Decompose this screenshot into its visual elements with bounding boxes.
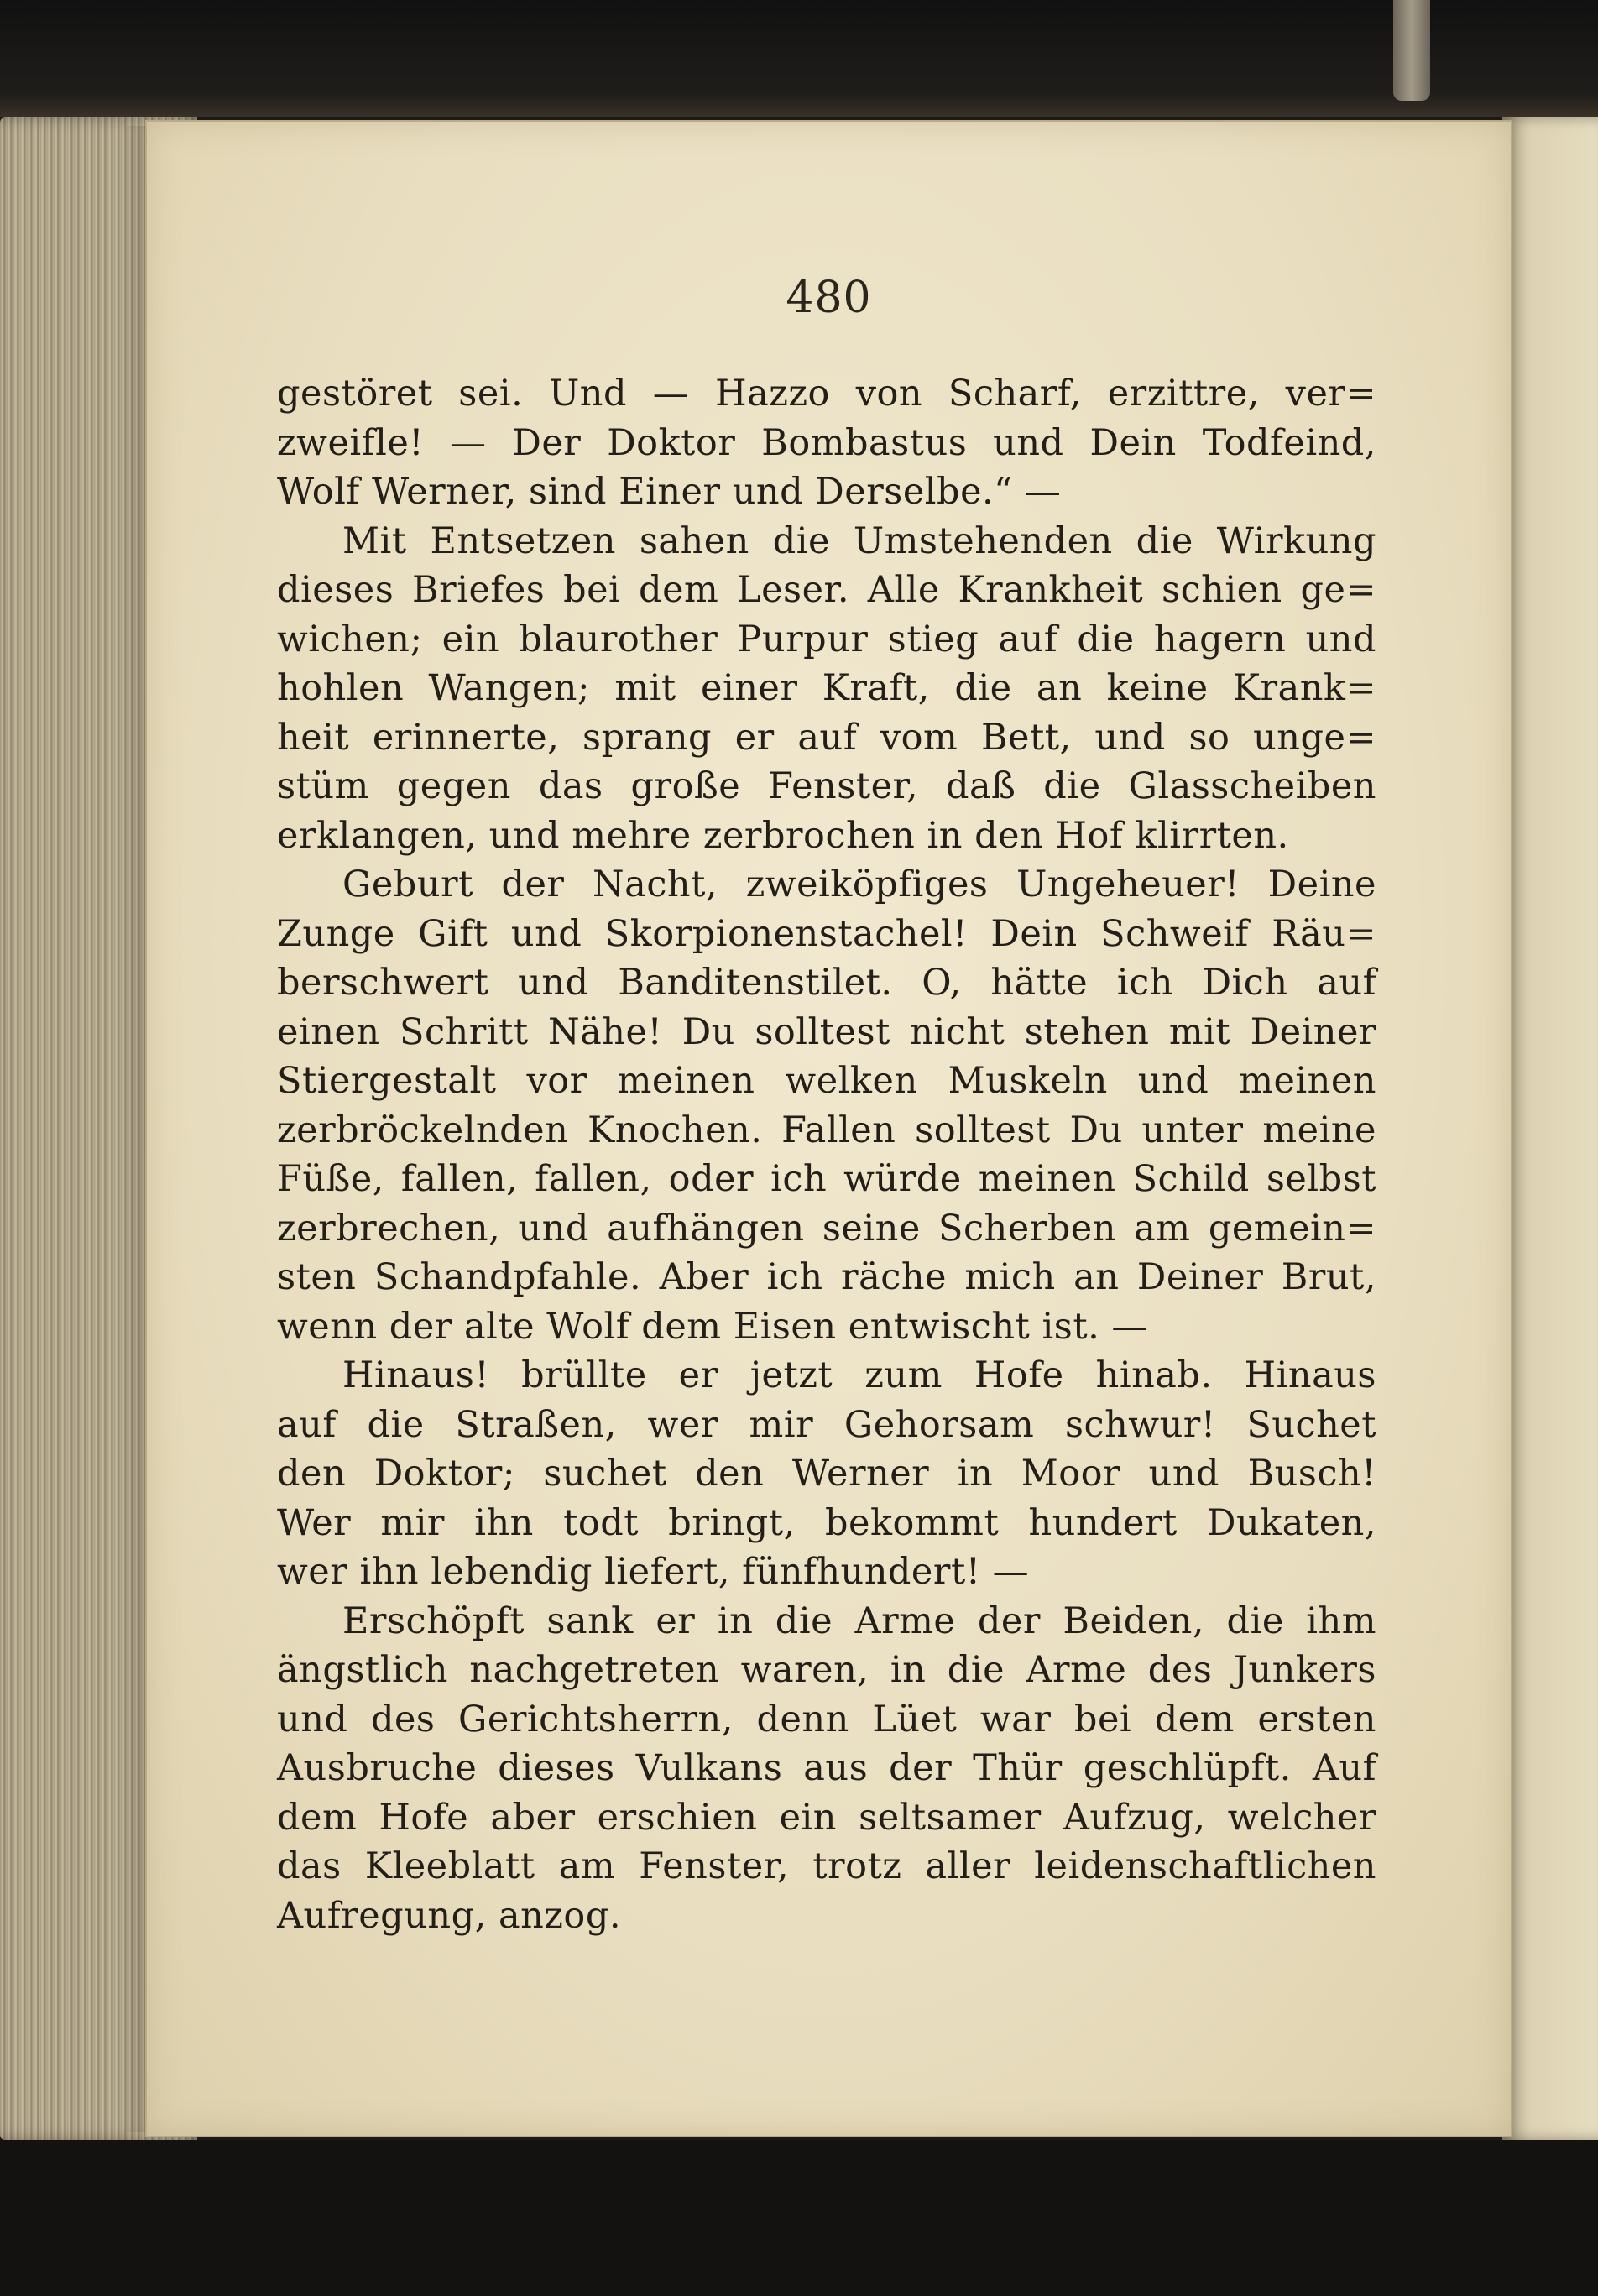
text-line: wer ihn lebendig liefert, fünfhundert! — [277,1551,1030,1593]
text-line: wichen; ein blaurother Purpur stieg auf die hagern und [277,618,1376,660]
text-line: Erschöpft sank er in die Arme der Beiden, die ihm [342,1599,1376,1642]
text-line: Wer mir ihn todt bringt, bekommt hundert Dukaten, [277,1501,1376,1544]
text-line: Geburt der Nacht, zweiköpfiges Ungeheuer! Deine [342,864,1376,905]
text-line: berschwert und Banditenstilet. O, hätte ich Dich auf [277,962,1376,1004]
text-line: erklangen, und mehre zerbrochen in den Hof klirrten. [277,814,1289,857]
text-line: Stiergestalt vor meinen welken Muskeln und meinen [277,1060,1376,1102]
book-cover-top [0,0,1598,117]
text-line: hohlen Wangen; mit einer Kraft, die an keine Krank= [277,667,1376,709]
text-line: dem Hofe aber erschien ein seltsamer Aufzug, welcher [277,1796,1376,1839]
facing-page-edge [1502,117,1598,2140]
text-line: das Kleeblatt am Fenster, trotz aller leidenschaftlichen [277,1845,1376,1887]
text-line: zerbröckelnden Knochen. Fallen solltest Du unter meine [277,1109,1376,1151]
text-line: wenn der alte Wolf dem Eisen entwischt ist. — [277,1305,1148,1348]
page-body-text [277,369,1376,1940]
text-line: und des Gerichtsherrn, denn Lüet war bei dem ersten [277,1698,1376,1740]
text-line: zerbrechen, und aufhängen seine Scherben am gemein= [277,1207,1376,1250]
text-line: den Doktor; suchet den Werner in Moor und Busch! [277,1453,1376,1495]
text-line: sten Schandpfahle. Aber ich räche mich an Deiner Brut, [277,1256,1376,1298]
text-line: auf die Straßen, wer mir Gehorsam schwur! Suchet [277,1403,1376,1446]
text-line: dieses Briefes bei dem Leser. Alle Krankheit schien ge= [277,569,1376,611]
book-cover-bottom [0,2140,1598,2296]
text-line: gestöret sei. Und — Hazzo von Scharf, erzittre, ver= [277,373,1376,415]
text-line: zweifle! — Der Doktor Bombastus und Dein Todfeind, [277,421,1376,464]
text-line: Ausbruche dieses Vulkans aus der Thür geschlüpft. Auf [277,1747,1376,1789]
text-line: einen Schritt Nähe! Du solltest nicht stehen mit Deiner [277,1010,1376,1053]
text-line: heit erinnerte, sprang er auf vom Bett, und so unge= [277,716,1376,759]
text-line: Wolf Werner, sind Einer und Derselbe.“ — [277,471,1062,513]
text-line: ängstlich nachgetreten waren, in die Arme des Junkers [277,1649,1376,1691]
binding-tab [1393,0,1430,101]
text-line: Füße, fallen, fallen, oder ich würde meinen Schild selbst [277,1158,1376,1200]
text-line: Zunge Gift und Skorpionenstachel! Dein Schweif Räu= [277,912,1376,955]
text-line: Mit Entsetzen sahen die Umstehenden die Wirkung [342,519,1376,562]
page-number: 480 [786,273,872,323]
text-line: stüm gegen das große Fenster, daß die Glasscheiben [277,765,1376,807]
text-line: Aufregung, anzog. [277,1894,622,1937]
text-line: Hinaus! brüllte er jetzt zum Hofe hinab. Hinaus [342,1354,1376,1396]
